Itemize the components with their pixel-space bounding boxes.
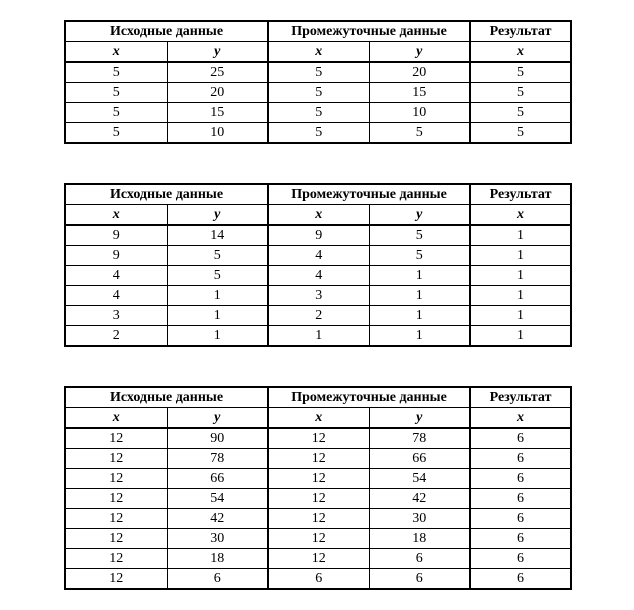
table-cell: 20 bbox=[167, 83, 268, 103]
header-intermediate-data: Промежуточные данные bbox=[268, 184, 470, 205]
table-cell: 1 bbox=[167, 286, 268, 306]
table-cell: 6 bbox=[369, 569, 470, 590]
table-row bbox=[65, 123, 571, 144]
table-cell: 6 bbox=[470, 489, 571, 509]
subheader-row bbox=[65, 205, 571, 226]
header-row bbox=[65, 387, 571, 408]
subheader-y-1: y bbox=[167, 42, 268, 63]
table-cell: 3 bbox=[65, 306, 167, 326]
table-cell: 30 bbox=[369, 509, 470, 529]
table-cell: 1 bbox=[470, 225, 571, 246]
header-source-data: Исходные данные bbox=[65, 184, 268, 205]
table-cell: 1 bbox=[268, 326, 369, 347]
table-cell: 5 bbox=[268, 123, 369, 144]
table-row bbox=[65, 62, 571, 83]
table-cell: 5 bbox=[369, 123, 470, 144]
table-cell: 78 bbox=[369, 428, 470, 449]
table-cell: 9 bbox=[65, 246, 167, 266]
table-cell: 15 bbox=[167, 103, 268, 123]
subheader-row bbox=[65, 42, 571, 63]
table-cell: 5 bbox=[470, 83, 571, 103]
table-row bbox=[65, 529, 571, 549]
table-cell: 1 bbox=[369, 266, 470, 286]
table-cell: 12 bbox=[65, 449, 167, 469]
table-cell: 6 bbox=[470, 549, 571, 569]
subheader-x-4: x bbox=[470, 205, 571, 226]
table-row bbox=[65, 103, 571, 123]
table-cell: 4 bbox=[268, 246, 369, 266]
table-row bbox=[65, 83, 571, 103]
subheader-x-4: x bbox=[470, 408, 571, 429]
table-cell: 6 bbox=[470, 529, 571, 549]
table-cell: 20 bbox=[369, 62, 470, 83]
table-cell: 42 bbox=[369, 489, 470, 509]
subheader-y-3: y bbox=[369, 42, 470, 63]
table-row bbox=[65, 549, 571, 569]
subheader-x-2: x bbox=[268, 408, 369, 429]
table-cell: 1 bbox=[369, 306, 470, 326]
table-cell: 25 bbox=[167, 62, 268, 83]
table-cell: 3 bbox=[268, 286, 369, 306]
table-cell: 4 bbox=[65, 286, 167, 306]
table-cell: 12 bbox=[65, 428, 167, 449]
table-cell: 6 bbox=[369, 549, 470, 569]
header-source-data: Исходные данные bbox=[65, 21, 268, 42]
header-row bbox=[65, 21, 571, 42]
table-cell: 5 bbox=[470, 62, 571, 83]
header-result: Результат bbox=[470, 184, 571, 205]
table-cell: 66 bbox=[167, 469, 268, 489]
table-cell: 5 bbox=[268, 62, 369, 83]
table-cell: 1 bbox=[167, 326, 268, 347]
table-cell: 5 bbox=[65, 103, 167, 123]
table-row bbox=[65, 266, 571, 286]
gcd-table-3 bbox=[64, 386, 572, 590]
table-cell: 12 bbox=[65, 489, 167, 509]
table-row bbox=[65, 326, 571, 347]
table-cell: 1 bbox=[470, 266, 571, 286]
table-row bbox=[65, 449, 571, 469]
table-cell: 5 bbox=[167, 266, 268, 286]
subheader-x-0: x bbox=[65, 408, 167, 429]
table-cell: 9 bbox=[65, 225, 167, 246]
table-cell: 90 bbox=[167, 428, 268, 449]
table-cell: 1 bbox=[470, 286, 571, 306]
table-cell: 10 bbox=[167, 123, 268, 144]
table-cell: 6 bbox=[470, 469, 571, 489]
table-cell: 66 bbox=[369, 449, 470, 469]
table-cell: 4 bbox=[65, 266, 167, 286]
table-cell: 12 bbox=[268, 529, 369, 549]
table-cell: 5 bbox=[65, 62, 167, 83]
table-cell: 12 bbox=[65, 569, 167, 590]
table-cell: 5 bbox=[167, 246, 268, 266]
subheader-y-3: y bbox=[369, 408, 470, 429]
table-cell: 5 bbox=[65, 123, 167, 144]
table-cell: 5 bbox=[369, 225, 470, 246]
table-cell: 1 bbox=[369, 286, 470, 306]
table-row bbox=[65, 286, 571, 306]
table-row bbox=[65, 489, 571, 509]
table-cell: 1 bbox=[470, 306, 571, 326]
table-row bbox=[65, 509, 571, 529]
subheader-y-3: y bbox=[369, 205, 470, 226]
table-row bbox=[65, 569, 571, 590]
subheader-x-4: x bbox=[470, 42, 571, 63]
table-row bbox=[65, 306, 571, 326]
table-cell: 6 bbox=[470, 509, 571, 529]
table-cell: 1 bbox=[470, 246, 571, 266]
gcd-table-1 bbox=[64, 20, 572, 144]
table-cell: 78 bbox=[167, 449, 268, 469]
table-cell: 12 bbox=[268, 549, 369, 569]
header-source-data: Исходные данные bbox=[65, 387, 268, 408]
table-cell: 9 bbox=[268, 225, 369, 246]
table-cell: 30 bbox=[167, 529, 268, 549]
header-result: Результат bbox=[470, 21, 571, 42]
table-cell: 12 bbox=[268, 428, 369, 449]
table-cell: 12 bbox=[268, 449, 369, 469]
table-cell: 4 bbox=[268, 266, 369, 286]
table-cell: 12 bbox=[65, 529, 167, 549]
table-cell: 1 bbox=[470, 326, 571, 347]
subheader-row bbox=[65, 408, 571, 429]
table-cell: 12 bbox=[268, 489, 369, 509]
table-cell: 1 bbox=[369, 326, 470, 347]
table-cell: 6 bbox=[167, 569, 268, 590]
table-cell: 5 bbox=[268, 103, 369, 123]
table-row bbox=[65, 469, 571, 489]
subheader-y-1: y bbox=[167, 205, 268, 226]
table-cell: 6 bbox=[268, 569, 369, 590]
table-cell: 2 bbox=[65, 326, 167, 347]
subheader-y-1: y bbox=[167, 408, 268, 429]
subheader-x-2: x bbox=[268, 205, 369, 226]
table-cell: 10 bbox=[369, 103, 470, 123]
subheader-x-0: x bbox=[65, 42, 167, 63]
table-cell: 5 bbox=[268, 83, 369, 103]
table-row bbox=[65, 428, 571, 449]
table-cell: 12 bbox=[65, 549, 167, 569]
header-intermediate-data: Промежуточные данные bbox=[268, 387, 470, 408]
table-cell: 5 bbox=[65, 83, 167, 103]
table-cell: 12 bbox=[268, 509, 369, 529]
table-cell: 6 bbox=[470, 428, 571, 449]
table-cell: 14 bbox=[167, 225, 268, 246]
table-cell: 18 bbox=[167, 549, 268, 569]
gcd-table-2 bbox=[64, 183, 572, 347]
table-cell: 6 bbox=[470, 449, 571, 469]
table-cell: 12 bbox=[268, 469, 369, 489]
header-row bbox=[65, 184, 571, 205]
table-cell: 54 bbox=[167, 489, 268, 509]
table-cell: 12 bbox=[65, 509, 167, 529]
table-cell: 1 bbox=[167, 306, 268, 326]
table-row bbox=[65, 225, 571, 246]
header-intermediate-data: Промежуточные данные bbox=[268, 21, 470, 42]
table-cell: 5 bbox=[470, 123, 571, 144]
table-row bbox=[65, 246, 571, 266]
table-cell: 5 bbox=[369, 246, 470, 266]
table-cell: 15 bbox=[369, 83, 470, 103]
table-cell: 54 bbox=[369, 469, 470, 489]
table-cell: 18 bbox=[369, 529, 470, 549]
table-cell: 2 bbox=[268, 306, 369, 326]
header-result: Результат bbox=[470, 387, 571, 408]
table-cell: 42 bbox=[167, 509, 268, 529]
table-cell: 12 bbox=[65, 469, 167, 489]
subheader-x-2: x bbox=[268, 42, 369, 63]
subheader-x-0: x bbox=[65, 205, 167, 226]
table-cell: 6 bbox=[470, 569, 571, 590]
table-cell: 5 bbox=[470, 103, 571, 123]
